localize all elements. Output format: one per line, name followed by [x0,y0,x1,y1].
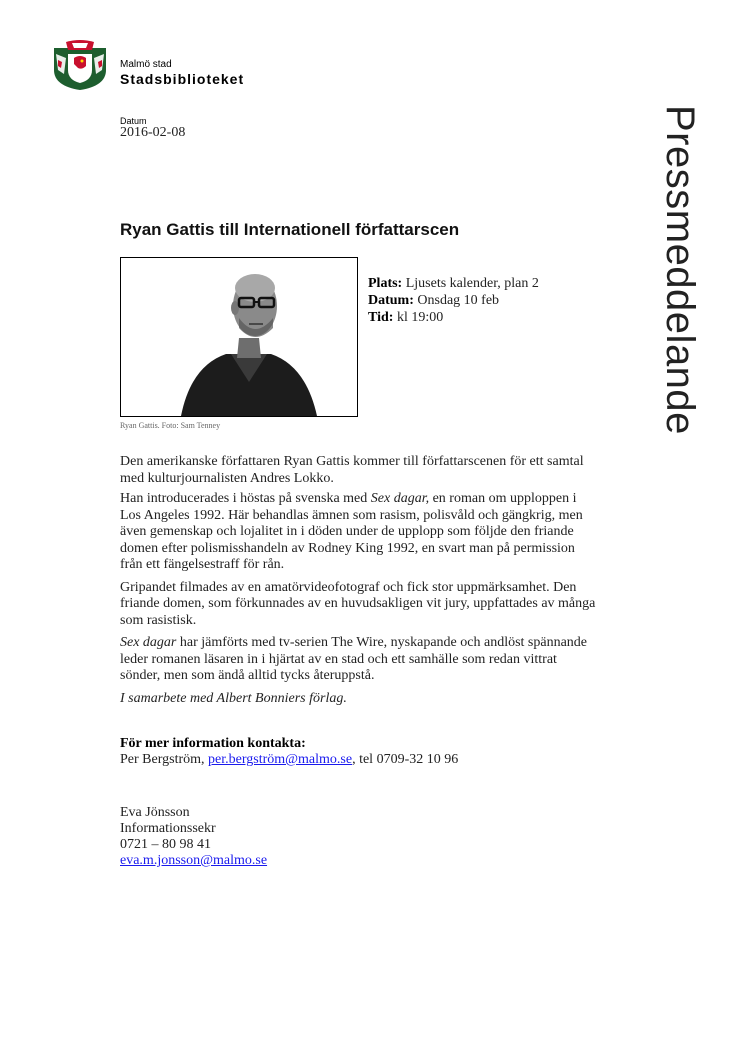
author-photo [120,257,358,417]
vertical-title: Pressmeddelande [658,105,702,435]
photo-caption: Ryan Gattis. Foto: Sam Tenney [120,421,221,430]
contact-line [120,752,458,768]
event-date [368,292,539,309]
signature-email-link[interactable]: eva.m.jonsson@malmo.se [120,853,268,868]
book-title: Sex dagar [120,635,177,650]
signature-phone: 0721 – 80 98 41 [120,837,211,852]
event-place-label: Plats: [368,276,403,291]
event-time [368,309,539,326]
signature-title: Informationssekr [120,821,216,836]
paragraph-2 [120,491,600,574]
paragraph-4 [120,635,600,685]
malmo-stad-logo [52,40,108,90]
event-place [368,275,539,292]
paragraph-3: Gripandet filmades av en amatörvideofotograf och fick stor uppmärksamhet. Den friande domen, som förkunnades av en huvudsakligen vit jury, uppfattades av många som rasistisk. [120,579,596,628]
paragraph-2-start: Han introducerades i höstas på svenska med [120,491,371,506]
headline: Ryan Gattis till Internationell författarscen [120,220,460,239]
event-time-label: Tid: [368,310,394,325]
event-info [368,275,539,326]
event-date-value: Onsdag 10 feb [417,293,500,308]
event-place-value: Ljusets kalender, plan 2 [405,276,539,291]
paragraph-2-rest: en roman om upploppen i Los Angeles 1992. Här behandlas ämnen som rasism, polisvåld och gängkrig, men även gemenskap och lojalitet in i döden under de upplopp som följde den friande domen efter polismisshandeln av Rodney King 1992, en svart man på permission från ett fängelsestraff för rån. [120,491,583,572]
article-body [120,454,600,713]
publisher-note-text: I samarbete med Albert Bonniers förlag. [120,690,347,706]
publisher-note [120,691,600,708]
contact-heading: För mer information kontakta: [120,736,306,751]
org-small-label: Malmö stad [120,59,172,70]
contact-email-link[interactable]: per.bergström@malmo.se [208,752,353,767]
date-label: Datum [120,116,147,126]
contact-phone: , tel 0709-32 10 96 [352,752,459,767]
signature-name: Eva Jönsson [120,805,190,820]
date-value: 2016-02-08 [120,125,186,140]
org-name: Stadsbiblioteket [120,71,245,87]
contact-name: Per Bergström, [120,752,205,767]
book-title: Sex dagar, [370,491,430,506]
contact-block [120,736,458,768]
signature-block [120,805,267,869]
paragraph-4-rest: har jämförts med tv-serien The Wire, nyskapande och andlöst spännande leder romanen läsaren in i hjärtat av en stad och ett samhälle som redan vittrat sönder, men som ändå alltid tycks återuppstå. [120,635,588,683]
paragraph-1: Den amerikanske författaren Ryan Gattis kommer till författarscenen för ett samtal med kulturjournalisten Andres Lokko. [120,454,584,486]
event-time-value: kl 19:00 [396,310,444,325]
event-date-label: Datum: [368,293,414,308]
